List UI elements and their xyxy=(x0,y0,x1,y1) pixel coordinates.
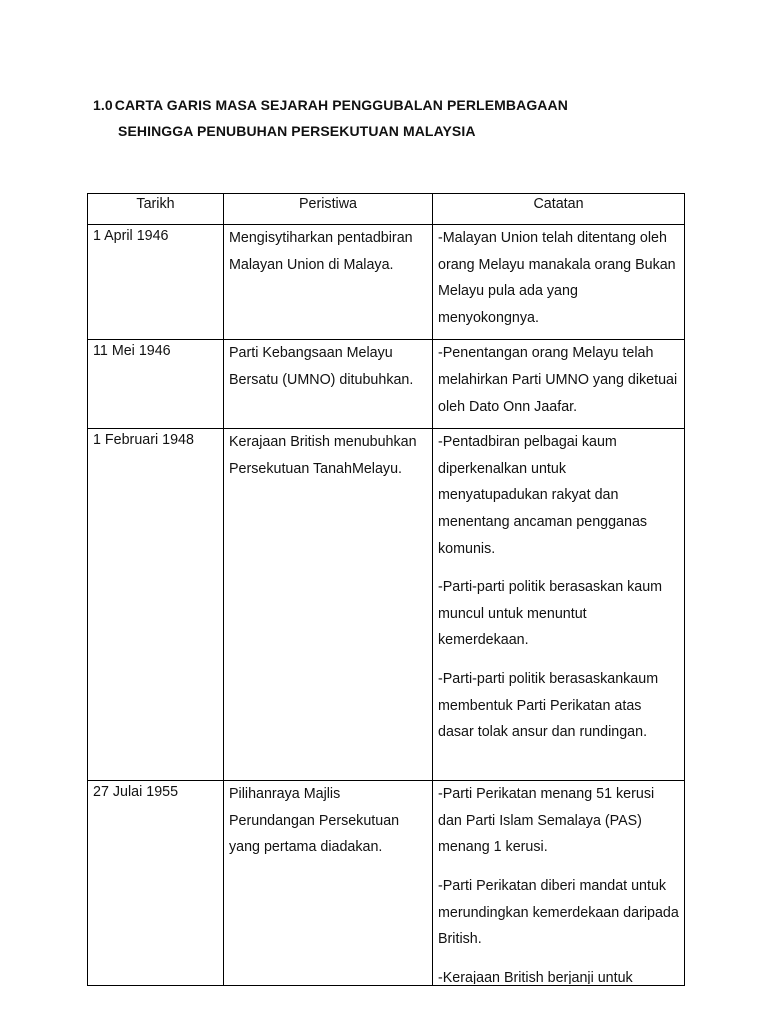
catatan-note: -Penentangan orang Melayu telah melahirkan Parti UMNO yang diketuai oleh Dato Onn Jaafar. xyxy=(438,345,678,415)
timeline-table xyxy=(87,193,685,986)
table-row xyxy=(88,225,685,340)
column-header-catatan: Catatan xyxy=(433,194,685,225)
cell-catatan xyxy=(433,429,685,781)
cell-peristiwa: Kerajaan British menubuhkan Persekutuan TanahMelayu. xyxy=(224,429,433,781)
table-row xyxy=(88,340,685,429)
cell-peristiwa: Parti Kebangsaan Melayu Bersatu (UMNO) ditubuhkan. xyxy=(224,340,433,429)
cell-catatan xyxy=(433,225,685,340)
document-heading xyxy=(93,92,733,144)
cell-peristiwa: Mengisytiharkan pentadbiran Malayan Union di Malaya. xyxy=(224,225,433,340)
table-row xyxy=(88,429,685,781)
cell-tarikh: 1 April 1946 xyxy=(88,225,224,340)
cell-tarikh: 11 Mei 1946 xyxy=(88,340,224,429)
heading-line-1 xyxy=(93,92,733,118)
catatan-note: -Malayan Union telah ditentang oleh orang Melayu manakala orang Bukan Melayu pula ada yang menyokongnya. xyxy=(438,230,676,326)
heading-title-line-2: SEHINGGA PENUBUHAN PERSEKUTUAN MALAYSIA xyxy=(118,123,476,139)
column-header-peristiwa: Peristiwa xyxy=(224,194,433,225)
cell-tarikh: 1 Februari 1948 xyxy=(88,429,224,781)
catatan-clip xyxy=(438,781,679,984)
catatan-note: -Parti-parti politik berasaskankaum membentuk Parti Perikatan atas dasar tolak ansur dan rundingan. xyxy=(438,670,659,741)
catatan-note: -Kerajaan British berjanji untuk xyxy=(438,969,633,985)
table-header-row xyxy=(88,194,685,225)
cell-catatan xyxy=(433,781,685,986)
catatan-note: -Parti Perikatan menang 51 kerusi dan Parti Islam Semalaya (PAS) menang 1 kerusi. xyxy=(438,786,655,856)
catatan-note: -Parti-parti politik berasaskan kaum muncul untuk menuntut kemerdekaan. xyxy=(438,579,663,649)
table-row xyxy=(88,781,685,986)
catatan-note: -Parti Perikatan diberi mandat untuk merundingkan kemerdekaan daripada British. xyxy=(438,877,679,948)
cell-peristiwa: Pilihanraya Majlis Perundangan Persekutuan yang pertama diadakan. xyxy=(224,781,433,986)
column-header-tarikh: Tarikh xyxy=(88,194,224,225)
cell-catatan xyxy=(433,340,685,429)
cell-tarikh: 27 Julai 1955 xyxy=(88,781,224,986)
catatan-note: -Pentadbiran pelbagai kaum diperkenalkan untuk menyatupadukan rakyat dan menentang ancaman pengganas komunis. xyxy=(438,434,648,557)
heading-number: 1.0 xyxy=(93,97,113,113)
heading-title-line-1: CARTA GARIS MASA SEJARAH PENGGUBALAN PERLEMBAGAAN xyxy=(114,97,568,113)
